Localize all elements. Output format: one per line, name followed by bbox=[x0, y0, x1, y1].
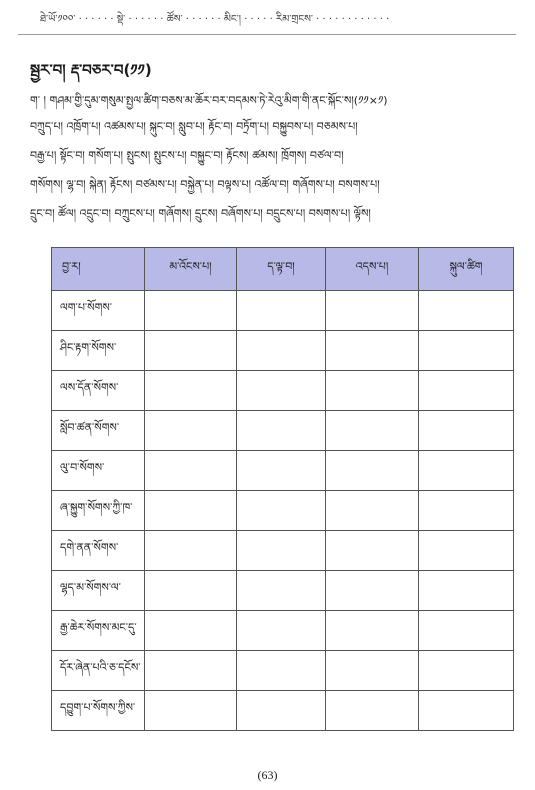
page-number: (63) bbox=[257, 768, 278, 782]
row-label: ལག་པ་སོགས་ bbox=[52, 291, 145, 331]
table-row bbox=[52, 291, 514, 331]
answer-cell[interactable] bbox=[326, 371, 419, 411]
row-label: ཤིང་རྟག་སོགས་ bbox=[52, 331, 145, 371]
answer-cell[interactable] bbox=[326, 531, 419, 571]
column-header-imperative: སྐུལ་ཚིག bbox=[419, 248, 514, 291]
answer-cell[interactable] bbox=[237, 371, 326, 411]
answer-cell[interactable] bbox=[145, 451, 237, 491]
answer-cell[interactable] bbox=[237, 331, 326, 371]
answer-cell[interactable] bbox=[237, 611, 326, 651]
row-label: དོར་ཞེན་པའི་ཅ་དངོས་ bbox=[52, 651, 145, 691]
answer-cell[interactable] bbox=[326, 451, 419, 491]
row-label: ལུ་བ་སོགས་ bbox=[52, 451, 145, 491]
answer-cell[interactable] bbox=[145, 531, 237, 571]
answer-cell[interactable] bbox=[145, 651, 237, 691]
answer-cell[interactable] bbox=[326, 571, 419, 611]
answer-cell[interactable] bbox=[237, 691, 326, 731]
answer-cell[interactable] bbox=[145, 371, 237, 411]
answer-cell[interactable] bbox=[419, 691, 514, 731]
answer-cell[interactable] bbox=[419, 371, 514, 411]
answer-cell[interactable] bbox=[326, 291, 419, 331]
answer-cell[interactable] bbox=[145, 291, 237, 331]
table-row bbox=[52, 451, 514, 491]
verb-table bbox=[51, 247, 514, 731]
answer-cell[interactable] bbox=[237, 291, 326, 331]
answer-cell[interactable] bbox=[419, 611, 514, 651]
exercise-instruction: ག་ ། གཤམ་གྱི་དུམ་གསུམ་སྤྱལ་ཚིག་བཅས་མ་ཆོར་བར་བདམས་ཏེ་རེའུ་མིག་གི་ནང་སྐོང་ས།(༡༡×༡) bbox=[30, 94, 388, 107]
answer-cell[interactable] bbox=[145, 611, 237, 651]
word-bank-line: གསོགས། ལྷ་བ། སྐེན། རྟོངས། བཙམས་པ། བསྐྱེན་པ། བལྟས་པ། འཚོལ་བ། གཞོགས་པ། བསགས་པ། bbox=[30, 178, 380, 191]
answer-cell[interactable] bbox=[326, 331, 419, 371]
answer-cell[interactable] bbox=[237, 451, 326, 491]
column-header-future: མ་འོངས་པ། bbox=[145, 248, 237, 291]
answer-cell[interactable] bbox=[237, 531, 326, 571]
answer-cell[interactable] bbox=[145, 571, 237, 611]
column-header-past: འདས་པ། bbox=[326, 248, 419, 291]
table-row bbox=[52, 331, 514, 371]
answer-cell[interactable] bbox=[145, 491, 237, 531]
page-header: ཐེ་ཡོ་༡༠༠་ · · · · · · སྡེ་ · · · · · · ཚོས་ · · · · · · མིང་། · · · · · རིམ་གྲངས་ · · · · · · · · · · · · bbox=[40, 14, 390, 25]
row-label: རྒྱ་ཆེར་སོགས་མང་དུ་ bbox=[52, 611, 145, 651]
answer-cell[interactable] bbox=[326, 411, 419, 451]
word-bank-line: བརྒྱ་པ། སྟོང་བ། གསོག་པ། སྤུངས། སྤུངས་པ། བསྐྱུང་བ། རྟོངས། ཚམས། ཁྲོགས། བཙལ་བ། bbox=[30, 149, 344, 162]
answer-cell[interactable] bbox=[419, 331, 514, 371]
table-row bbox=[52, 411, 514, 451]
answer-cell[interactable] bbox=[237, 571, 326, 611]
answer-cell[interactable] bbox=[237, 411, 326, 451]
row-label: ལས་དོན་སོགས་ bbox=[52, 371, 145, 411]
answer-cell[interactable] bbox=[145, 331, 237, 371]
table-row bbox=[52, 611, 514, 651]
word-bank bbox=[30, 112, 510, 228]
section-title: སྦྱར་བ། རྡ་བཅར་བ(༡༡) bbox=[30, 61, 152, 79]
row-label: དབྱུག་པ་སོགས་ཀྱིས་ bbox=[52, 691, 145, 731]
column-header-subject: བྱ་ར། bbox=[52, 248, 145, 291]
answer-cell[interactable] bbox=[419, 651, 514, 691]
table-row bbox=[52, 371, 514, 411]
table-row bbox=[52, 491, 514, 531]
row-label: ཞ་སྐྱུག་སོགས་ཀྱི་ཁ་ bbox=[52, 491, 145, 531]
table-row bbox=[52, 571, 514, 611]
word-bank-line: བཀྲུད་པ། འཁྲོག་པ། འཚམས་པ། སྐུང་བ། སླུབ་པ། རྟོང་བ། བཏྲོག་པ། བསྐྱུབས་པ། བཅམས་པ། bbox=[30, 120, 358, 133]
table-row bbox=[52, 651, 514, 691]
answer-cell[interactable] bbox=[419, 411, 514, 451]
row-label: དགེ་ནན་སོགས་ bbox=[52, 531, 145, 571]
row-label: སློབ་ཚན་སོགས་ bbox=[52, 411, 145, 451]
answer-cell[interactable] bbox=[326, 491, 419, 531]
answer-cell[interactable] bbox=[419, 451, 514, 491]
column-header-present: ད་ལྟ་བ། bbox=[237, 248, 326, 291]
answer-cell[interactable] bbox=[419, 491, 514, 531]
header-divider bbox=[18, 34, 516, 35]
answer-cell[interactable] bbox=[326, 691, 419, 731]
answer-cell[interactable] bbox=[419, 531, 514, 571]
row-label: ལྷད་མ་སོགས་ལ་ bbox=[52, 571, 145, 611]
answer-cell[interactable] bbox=[237, 491, 326, 531]
answer-cell[interactable] bbox=[419, 571, 514, 611]
answer-cell[interactable] bbox=[326, 651, 419, 691]
answer-cell[interactable] bbox=[145, 691, 237, 731]
table-row bbox=[52, 691, 514, 731]
table-row bbox=[52, 531, 514, 571]
answer-cell[interactable] bbox=[419, 291, 514, 331]
answer-cell[interactable] bbox=[145, 411, 237, 451]
table-header-row bbox=[52, 248, 514, 291]
word-bank-line: དྲུང་བ། ཚོལ། འདྲུང་བ། བཀྲུངས་པ། གཞོགས། དྲུངས། བཞོགས་པ། བདྲུངས་པ། བསགས་པ། ལྟོས། bbox=[30, 207, 371, 220]
answer-cell[interactable] bbox=[237, 651, 326, 691]
answer-cell[interactable] bbox=[326, 611, 419, 651]
